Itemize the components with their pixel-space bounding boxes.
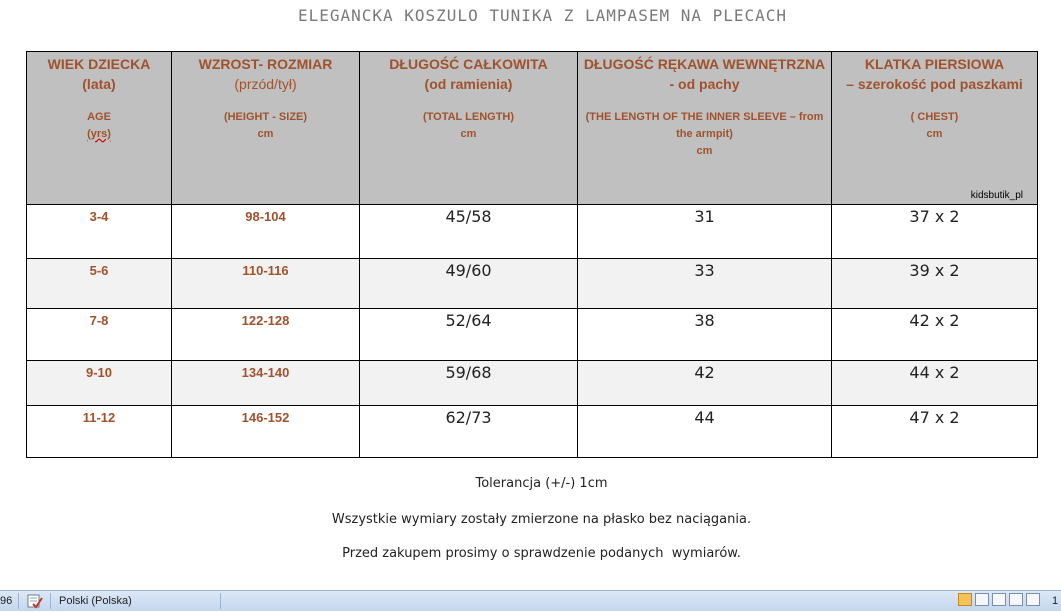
header-sleeve-en: (THE LENGTH OF THE INNER SLEEVE – from the armpit): [585, 111, 824, 140]
header-size-main: WZROST- ROZMIAR: [198, 56, 333, 72]
cell-chest: 47 x 2: [832, 406, 1038, 458]
header-length-en: (TOTAL LENGTH): [422, 111, 515, 123]
header-sleeve-sub: - od pachy: [669, 76, 740, 92]
cell-size: 122-128: [172, 309, 360, 361]
cell-sleeve: 42: [578, 361, 832, 406]
cell-length: 52/64: [360, 309, 578, 361]
cell-length: 49/60: [360, 259, 578, 309]
cell-age: 11-12: [27, 406, 172, 458]
brand-label: kidsbutik_pl: [970, 190, 1023, 201]
cell-age: 5-6: [27, 259, 172, 309]
table-row: [27, 309, 1038, 361]
header-age: [27, 52, 172, 205]
header-sleeve-main: DŁUGOŚĆ RĘKAWA WEWNĘTRZNA: [583, 56, 826, 72]
header-age-sub: (lata): [82, 76, 116, 92]
cell-age: 9-10: [27, 361, 172, 406]
cell-chest: 44 x 2: [832, 361, 1038, 406]
header-length-unit: cm: [460, 128, 477, 140]
header-age-main: WIEK DZIECKA: [47, 56, 151, 72]
header-chest-main: KLATKA PIERSIOWA: [864, 56, 1005, 72]
header-chest-en: ( CHEST): [910, 111, 959, 123]
status-separator: [18, 593, 19, 609]
web-layout-icon[interactable]: [992, 593, 1006, 606]
print-layout-view-icon[interactable]: [958, 593, 972, 606]
cell-size: 110-116: [172, 259, 360, 309]
header-chest-sub: – szerokość pod paszkami: [846, 76, 1023, 92]
cell-size: 134-140: [172, 361, 360, 406]
header-length: [360, 52, 578, 205]
check-note: Przed zakupem prosimy o sprawdzenie podanych wymiarów.: [342, 546, 741, 561]
size-table: [26, 51, 1038, 458]
proofing-icon[interactable]: [26, 592, 44, 610]
table-row: [27, 361, 1038, 406]
cell-sleeve: 44: [578, 406, 832, 458]
view-buttons: [958, 593, 1040, 609]
table-row: [27, 259, 1038, 309]
cell-size: 98-104: [172, 205, 360, 259]
header-age-en: AGE: [87, 111, 111, 123]
header-size-en: (HEIGHT - SIZE): [223, 111, 308, 123]
tolerance-note: Tolerancja (+/-) 1cm: [475, 476, 608, 491]
header-chest-unit: cm: [926, 128, 943, 140]
cell-sleeve: 31: [578, 205, 832, 259]
document-title: ELEGANCKA KOSZULO TUNIKA Z LAMPASEM NA PLECACH: [297, 6, 788, 25]
cell-sleeve: 33: [578, 259, 832, 309]
full-screen-reading-icon[interactable]: [975, 593, 989, 606]
cell-chest: 39 x 2: [832, 259, 1038, 309]
header-sleeve: [578, 52, 832, 205]
measurement-note: Wszystkie wymiary zostały zmierzone na płasko bez naciągania.: [331, 512, 752, 527]
status-separator: [220, 593, 221, 609]
table-header-row: [27, 52, 1038, 205]
cell-size: 146-152: [172, 406, 360, 458]
language-indicator[interactable]: Polski (Polska): [59, 595, 132, 607]
header-age-unit: (yrs): [87, 128, 111, 140]
header-size-sub: (przód/tył): [234, 76, 297, 92]
cell-length: 45/58: [360, 205, 578, 259]
cell-age: 7-8: [27, 309, 172, 361]
cell-age: 3-4: [27, 205, 172, 259]
zoom-level[interactable]: 1: [1052, 595, 1059, 607]
header-length-main: DŁUGOŚĆ CAŁKOWITA: [389, 56, 548, 72]
status-bar: [0, 590, 1061, 611]
cell-chest: 37 x 2: [832, 205, 1038, 259]
cell-chest: 42 x 2: [832, 309, 1038, 361]
cell-sleeve: 38: [578, 309, 832, 361]
header-length-sub: (od ramienia): [424, 76, 513, 92]
header-chest: [832, 52, 1038, 205]
status-page-fragment: 96: [0, 595, 13, 607]
draft-view-icon[interactable]: [1026, 593, 1040, 606]
header-sleeve-unit: cm: [696, 145, 713, 157]
table-row: [27, 406, 1038, 458]
header-size-unit: cm: [257, 128, 274, 140]
table-row: [27, 205, 1038, 259]
cell-length: 62/73: [360, 406, 578, 458]
cell-length: 59/68: [360, 361, 578, 406]
header-size: [172, 52, 360, 205]
status-separator: [50, 593, 51, 609]
outline-view-icon[interactable]: [1009, 593, 1023, 606]
